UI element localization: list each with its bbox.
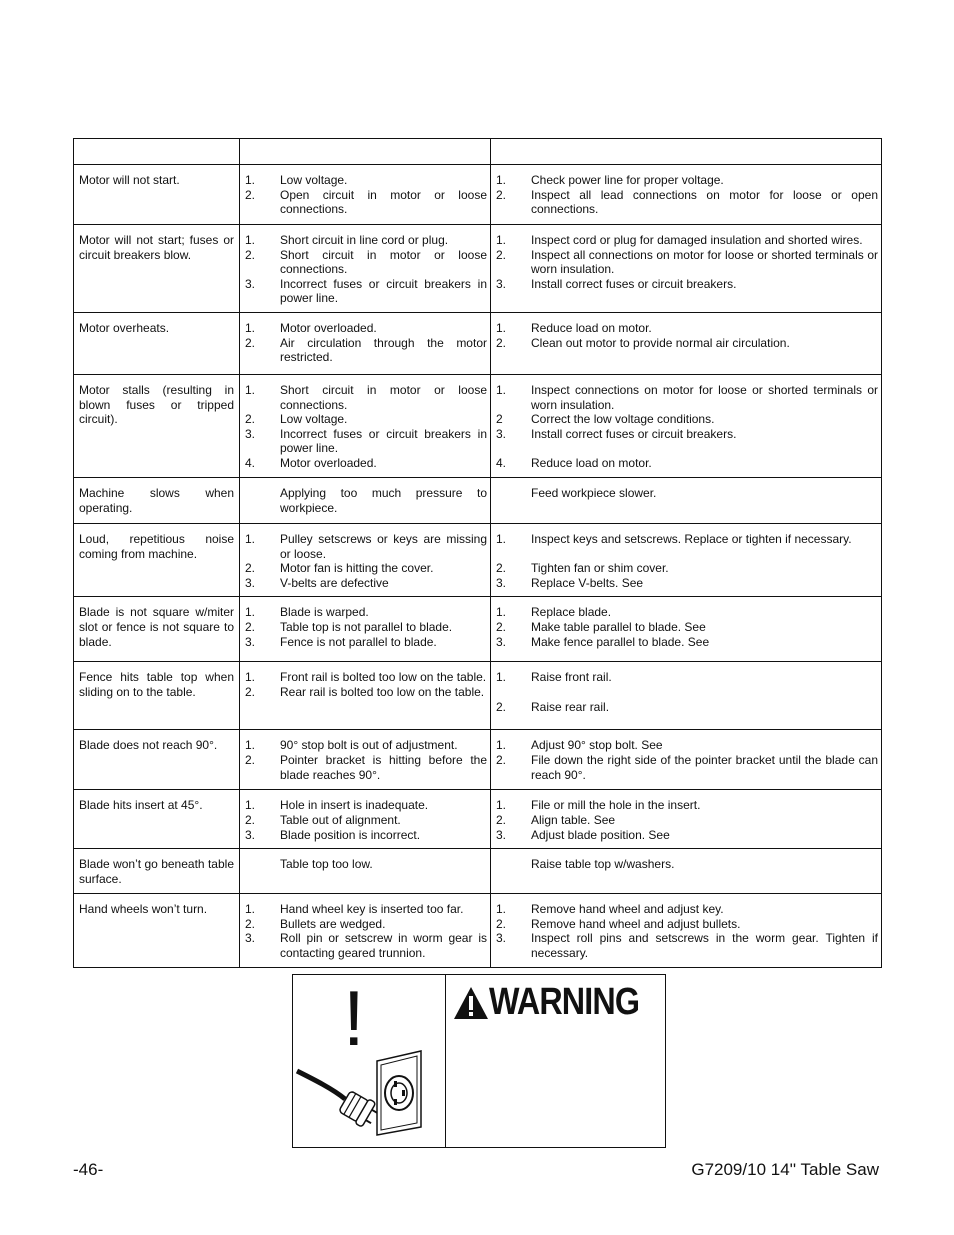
cause-item (245, 321, 487, 336)
item-number: 3. (496, 276, 507, 291)
symptom-cell: Motor will not start. (74, 165, 240, 225)
item-number: 1. (496, 233, 507, 247)
item-number: 1. (245, 902, 256, 917)
item-number: 2. (245, 187, 256, 202)
item-text: Clean out motor to provide normal air circulation. (531, 335, 790, 350)
table-row (74, 165, 882, 225)
solution-cell (491, 312, 882, 374)
cause-item (245, 188, 487, 217)
item-text: Short circuit in line cord or plug. (280, 233, 449, 247)
table-row (74, 730, 882, 790)
item-number: 2. (245, 619, 256, 634)
item-number: 3. (245, 276, 256, 291)
solution-item (496, 917, 878, 932)
table-row (74, 662, 882, 730)
item-text: 90° stop bolt is out of adjustment. (280, 738, 458, 753)
item-text: Check power line for proper voltage. (531, 173, 724, 187)
item-text: V-belts are defective (280, 575, 389, 590)
solution-item (496, 670, 878, 685)
item-number (245, 857, 280, 872)
cause-cell (240, 312, 491, 374)
exclamation-mark: ! (343, 974, 365, 1062)
solution-item (496, 635, 878, 650)
table-row (74, 790, 882, 849)
item-text: Pointer bracket is hitting before the blade reaches 90°. (280, 752, 487, 782)
item-number: 2. (496, 812, 507, 827)
solution-cell (491, 894, 882, 968)
item-number: 3. (245, 575, 256, 590)
solution-cell (491, 597, 882, 662)
item-text: Inspect roll pins and setscrews in the worm gear. Tighten if necessary. (531, 931, 878, 960)
page-number: -46- (73, 1160, 104, 1179)
warning-box (292, 974, 666, 1148)
warning-title: WARNING (489, 981, 640, 1023)
cause-item (245, 931, 487, 960)
warning-heading (453, 981, 666, 1024)
solution-item (496, 605, 878, 620)
item-text: Inspect cord or plug for damaged insulation and shorted wires. (531, 233, 863, 247)
item-number: 2. (245, 684, 256, 699)
symptom-cell: Blade is not square w/miter slot or fence is not square to blade. (74, 597, 240, 662)
solution-item (496, 336, 878, 351)
list-spacer (496, 547, 878, 562)
item-number: 1. (496, 531, 507, 546)
item-number: 1. (245, 382, 256, 397)
item-number: 3. (245, 827, 256, 842)
item-number: 1. (496, 173, 507, 187)
item-text: File or mill the hole in the insert. (531, 798, 701, 813)
item-text: Blade position is incorrect. (280, 827, 421, 842)
table-row (74, 597, 882, 662)
table-header-row (74, 139, 882, 165)
item-text: Reduce load on motor. (531, 455, 652, 470)
cause-item (245, 798, 487, 813)
solution-item (496, 828, 878, 843)
solution-cell (491, 662, 882, 730)
item-text: Table top is not parallel to blade. (280, 619, 453, 634)
cause-item (245, 813, 487, 828)
item-text: Hand wheel key is inserted too far. (280, 902, 464, 917)
table-row (74, 477, 882, 523)
solution-cell (491, 225, 882, 313)
item-number: 1. (245, 738, 256, 753)
table-row (74, 225, 882, 313)
item-number: 2. (496, 247, 507, 262)
cause-item (245, 277, 487, 306)
item-text: Inspect keys and setscrews. Replace or tighten if necessary. (531, 531, 852, 546)
item-text: Reduce load on motor. (531, 320, 652, 335)
item-text: Align table. See (531, 812, 616, 827)
item-text: Raise table top w/washers. (531, 857, 675, 872)
symptom-cell: Motor stalls (resulting in blown fuses or tripped circuit). (74, 374, 240, 477)
cause-cell (240, 790, 491, 849)
solution-item (496, 700, 878, 715)
solution-item (496, 931, 878, 960)
solution-item (496, 576, 878, 591)
header-cause (240, 139, 491, 165)
item-number: 1. (496, 902, 507, 917)
item-text: File down the right side of the pointer bracket until the blade can reach 90°. (531, 752, 878, 782)
item-number: 3. (496, 426, 507, 441)
item-number: 1. (496, 382, 507, 397)
cause-item (245, 427, 487, 456)
item-text: Motor overloaded. (280, 455, 377, 470)
manual-title: G7209/10 14'' Table Saw (691, 1160, 879, 1179)
solution-item (496, 561, 878, 576)
solution-item (496, 188, 878, 217)
cause-cell (240, 165, 491, 225)
item-text: Make table parallel to blade. See (531, 619, 706, 634)
item-text: Air circulation through the motor restricted. (280, 335, 487, 365)
cause-cell (240, 374, 491, 477)
item-text: Correct the low voltage conditions. (531, 412, 715, 427)
item-number: 1. (496, 738, 507, 753)
item-text: Low voltage. (280, 412, 348, 427)
item-text: Feed workpiece slower. (531, 485, 657, 500)
item-number: 3. (496, 634, 507, 649)
table-row (74, 849, 882, 894)
cause-item (245, 670, 487, 685)
solution-item (496, 620, 878, 635)
item-text: Replace V-belts. See (531, 575, 644, 590)
cause-item (245, 917, 487, 932)
solution-cell (491, 790, 882, 849)
item-number (496, 857, 531, 872)
item-number: 4. (245, 455, 256, 470)
item-text: Raise rear rail. (531, 699, 610, 714)
solution-item (496, 857, 878, 872)
item-text: Motor overloaded. (280, 320, 377, 335)
item-text: Adjust 90° stop bolt. See (531, 738, 663, 753)
power-plug-icon (293, 975, 445, 1149)
symptom-cell: Motor overheats. (74, 312, 240, 374)
cause-cell (240, 849, 491, 894)
item-number: 1. (245, 233, 256, 247)
item-text: Install correct fuses or circuit breakers. (531, 426, 737, 441)
cause-cell (240, 523, 491, 596)
cause-cell (240, 225, 491, 313)
cause-item (245, 620, 487, 635)
cause-item (245, 173, 487, 188)
item-text: Make fence parallel to blade. See (531, 634, 710, 649)
item-text: Raise front rail. (531, 670, 612, 685)
item-text: Incorrect fuses or circuit breakers in power line. (280, 426, 487, 456)
cause-item (245, 248, 487, 277)
solution-item (496, 813, 878, 828)
solution-item (496, 383, 878, 412)
solution-cell (491, 477, 882, 523)
symptom-cell: Motor will not start; fuses or circuit breakers blow. (74, 225, 240, 313)
symptom-cell: Machine slows when operating. (74, 477, 240, 523)
header-solution (491, 139, 882, 165)
item-text: Table out of alignment. (280, 812, 401, 827)
item-number: 2. (245, 752, 256, 767)
symptom-cell: Hand wheels won’t turn. (74, 894, 240, 968)
cause-item (245, 561, 487, 576)
solution-cell (491, 849, 882, 894)
item-text: Tighten fan or shim cover. (531, 561, 669, 576)
solution-item (496, 321, 878, 336)
item-text: Inspect all connections on motor for loose or shorted terminals or worn insulation. (531, 247, 878, 277)
list-spacer (496, 685, 878, 700)
cause-item (245, 828, 487, 843)
header-symptom (74, 139, 240, 165)
solution-cell (491, 165, 882, 225)
solution-cell (491, 374, 882, 477)
solution-item (496, 412, 878, 427)
cause-cell (240, 597, 491, 662)
item-text: Incorrect fuses or circuit breakers in power line. (280, 276, 487, 306)
cause-item (245, 753, 487, 782)
solution-item (496, 532, 878, 547)
item-text: Bullets are wedged. (280, 916, 386, 931)
cause-cell (240, 477, 491, 523)
item-number: 1. (245, 531, 256, 546)
cause-item (245, 902, 487, 917)
item-number: 2. (245, 916, 256, 931)
item-number: 1. (496, 798, 507, 813)
solution-item (496, 277, 878, 292)
item-number: 3. (245, 426, 256, 441)
symptom-cell: Blade hits insert at 45°. (74, 790, 240, 849)
item-number: 1. (496, 670, 507, 685)
cause-item (245, 336, 487, 365)
item-text: Install correct fuses or circuit breakers. (531, 276, 737, 291)
warning-triangle-icon (453, 986, 489, 1020)
symptom-cell: Loud, repetitious noise coming from machine. (74, 523, 240, 596)
cause-item (245, 605, 487, 620)
item-number: 1. (496, 605, 507, 620)
item-text: Remove hand wheel and adjust bullets. (531, 916, 741, 931)
item-number: 2. (245, 247, 256, 262)
item-text: Motor fan is hitting the cover. (280, 561, 434, 576)
item-text: Front rail is bolted too low on the table. (280, 670, 487, 685)
item-number (496, 486, 531, 501)
troubleshooting-table (73, 138, 882, 968)
table-row (74, 374, 882, 477)
item-number: 1. (496, 320, 507, 335)
cause-item (245, 532, 487, 561)
item-number: 2. (496, 916, 507, 931)
item-number: 2. (496, 187, 507, 202)
item-number: 4. (496, 455, 507, 470)
cause-item (245, 412, 487, 427)
solution-item (496, 173, 878, 188)
item-number: 2. (496, 699, 507, 714)
cause-cell (240, 730, 491, 790)
cause-item (245, 456, 487, 471)
item-number: 3. (245, 634, 256, 649)
item-text: Replace blade. (531, 605, 612, 620)
cause-item (245, 738, 487, 753)
solution-cell (491, 730, 882, 790)
item-number (245, 486, 280, 515)
item-number: 2. (245, 561, 256, 576)
item-number: 2. (245, 812, 256, 827)
item-number: 1. (245, 605, 256, 620)
cause-item (245, 486, 487, 515)
item-text: Pulley setscrews or keys are missing or loose. (280, 531, 487, 561)
item-text: Blade is warped. (280, 605, 369, 620)
item-text: Roll pin or setscrew in worm gear is contacting geared trunnion. (280, 931, 487, 960)
item-number: 2 (496, 412, 503, 427)
item-text: Open circuit in motor or loose connections. (280, 187, 487, 217)
item-number: 2. (496, 561, 507, 576)
solution-item (496, 456, 878, 471)
item-text: Remove hand wheel and adjust key. (531, 902, 724, 917)
solution-item (496, 248, 878, 277)
item-text: Short circuit in motor or loose connections. (280, 382, 487, 412)
plug-warning-illustration (293, 975, 446, 1147)
solution-item (496, 902, 878, 917)
item-number: 2. (496, 619, 507, 634)
item-text: Hole in insert is inadequate. (280, 798, 429, 813)
item-number: 3. (496, 575, 507, 590)
solution-cell (491, 523, 882, 596)
item-text: Applying too much pressure to workpiece. (280, 485, 487, 515)
item-number: 1. (245, 670, 256, 685)
item-number: 1. (245, 798, 256, 813)
cause-item (245, 233, 487, 248)
item-text: Table top too low. (280, 857, 373, 872)
solution-item (496, 798, 878, 813)
item-text: Adjust blade position. See (531, 827, 670, 842)
item-number: 3. (496, 931, 507, 946)
item-number: 3. (245, 931, 256, 946)
solution-item (496, 753, 878, 782)
cause-item (245, 685, 487, 700)
solution-item (496, 233, 878, 248)
item-number: 2. (245, 412, 256, 427)
symptom-cell: Fence hits table top when sliding on to the table. (74, 662, 240, 730)
item-number: 3. (496, 827, 507, 842)
item-number: 2. (496, 335, 507, 350)
item-text: Inspect connections on motor for loose or shorted terminals or worn insulation. (531, 382, 878, 412)
solution-item (496, 427, 878, 442)
item-number: 1. (245, 320, 256, 335)
item-text: Rear rail is bolted too low on the table. (280, 684, 485, 699)
solution-item (496, 486, 878, 501)
item-number: 2. (496, 752, 507, 767)
cause-item (245, 383, 487, 412)
table-row (74, 894, 882, 968)
cause-cell (240, 894, 491, 968)
table-row (74, 523, 882, 596)
item-text: Fence is not parallel to blade. (280, 634, 437, 649)
item-text: Short circuit in motor or loose connections. (280, 247, 487, 277)
table-row (74, 312, 882, 374)
cause-cell (240, 662, 491, 730)
symptom-cell: Blade won’t go beneath table surface. (74, 849, 240, 894)
item-text: Inspect all lead connections on motor for loose or open connections. (531, 187, 878, 217)
symptom-cell: Blade does not reach 90°. (74, 730, 240, 790)
item-text: Low voltage. (280, 173, 348, 187)
cause-item (245, 635, 487, 650)
cause-item (245, 857, 487, 872)
list-spacer (496, 441, 878, 456)
solution-item (496, 738, 878, 753)
item-number: 1. (245, 173, 256, 187)
item-number: 2. (245, 335, 256, 350)
cause-item (245, 576, 487, 591)
